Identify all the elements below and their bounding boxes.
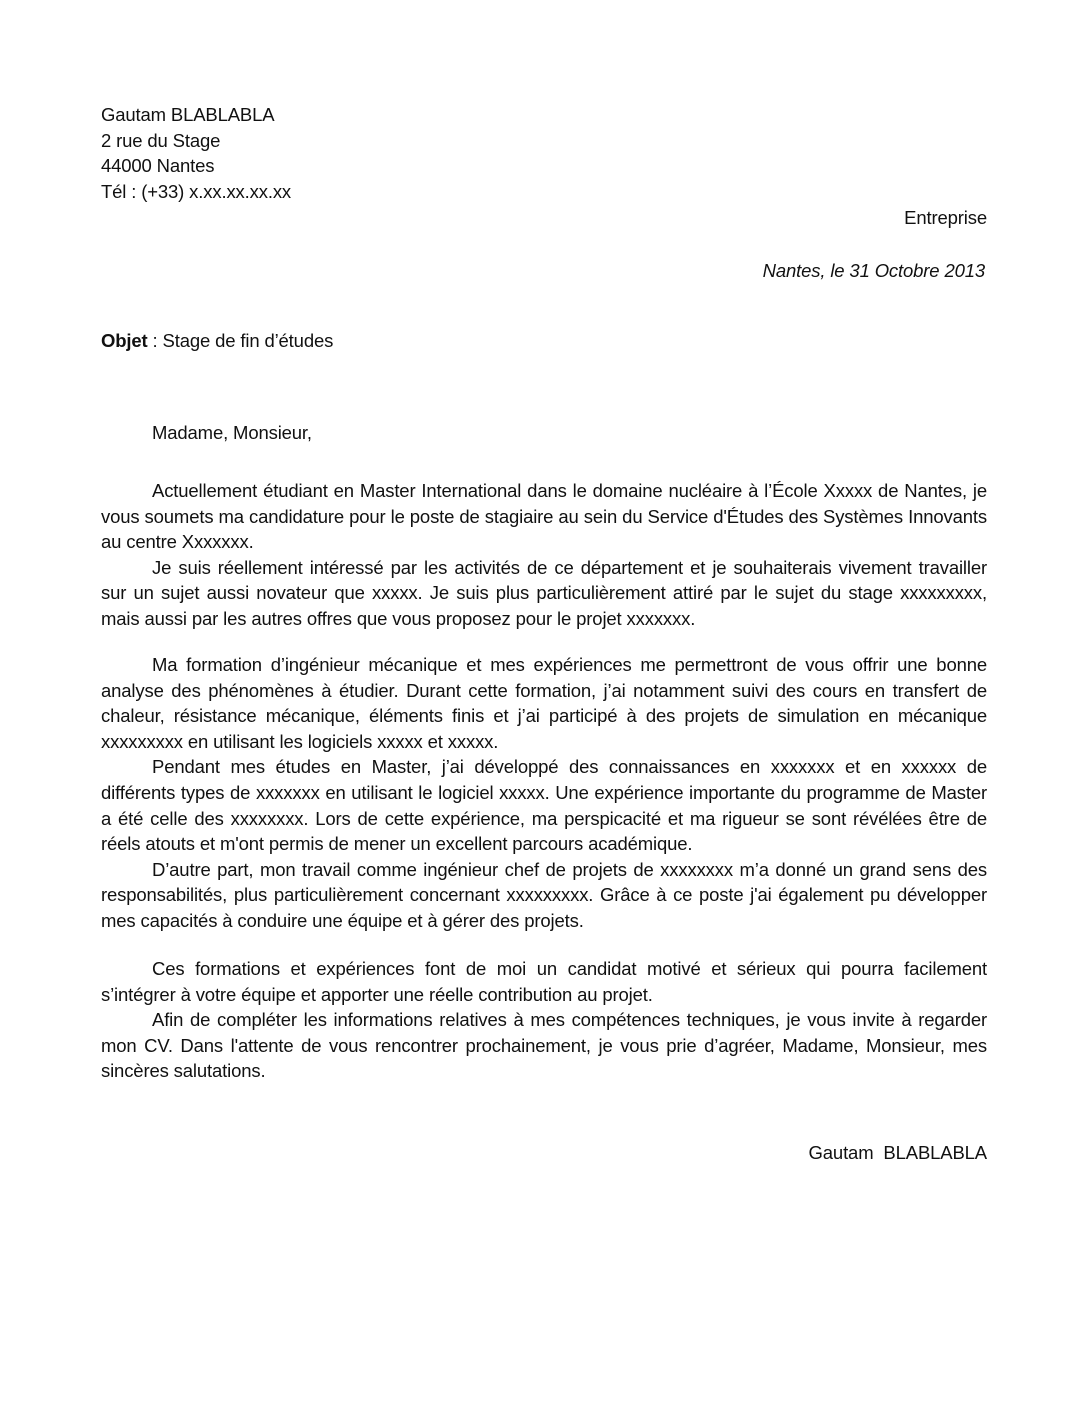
body-paragraph: D’autre part, mon travail comme ingénieur chef de projets de xxxxxxxx m’a donné un grand sens des responsabilités, plus particulièrement concernant xxxxxxxxx. Grâce à ce poste j'ai également pu développer mes capacités à conduire une équipe et à gérer des projets. [101, 858, 987, 931]
subject-separator: : [147, 330, 163, 351]
salutation: Madame, Monsieur, [152, 422, 312, 443]
body-paragraph-group-2 [101, 652, 987, 934]
subject-label: Objet [101, 330, 148, 351]
subject-text: Stage de fin d’études [162, 330, 334, 351]
sender-address-block [101, 102, 501, 204]
body-paragraph-group-3 [101, 956, 987, 1084]
body-paragraph: Actuellement étudiant en Master International dans le domaine nucléaire à l’École Xxxxx de Nantes, je vous soumets ma candidature pour le poste de stagiaire au sein du Service d'Études des Systèmes Innovants au centre Xxxxxxx. [101, 480, 987, 553]
subject-line [101, 328, 333, 354]
body-paragraph: Pendant mes études en Master, j’ai développé des connaissances en xxxxxxx et en xxxxxx de différents types de xxxxxxx en utilisant le logiciel xxxxx. Une expérience importante du programme de Master a été celle des xxxxxxxx. Lors de cette expérience, ma perspicacité et ma rigueur se sont révélées être de réels atouts et m'ont permis de mener un excellent parcours académique. [101, 756, 987, 855]
sender-phone: Tél : (+33) x.xx.xx.xx.xx [101, 180, 292, 202]
body-paragraph: Ma formation d’ingénieur mécanique et mes expériences me permettront de vous offrir une bonne analyse des phénomènes à étudier. Durant cette formation, j’ai notamment suivi des cours en transfert de chaleur, résistance mécanique, éléments finis et j’ai participé à des projets de simulation en mécanique xxxxxxxxx en utilisant les logiciels xxxxx et xxxxx. [101, 654, 987, 752]
date-line: Nantes, le 31 Octobre 2013 [762, 260, 985, 281]
body-paragraph: Ces formations et expériences font de moi un candidat motivé et sérieux qui pourra facilement s’intégrer à votre équipe et apporter une réelle contribution au projet. [101, 958, 987, 1005]
recipient: Entreprise [904, 207, 987, 228]
body-paragraph-group-1 [101, 478, 987, 632]
body-paragraph: Je suis réellement intéressé par les activités de ce département et je souhaiterais vivement travailler sur un sujet aussi novateur que xxxxx. Je suis plus particulièrement attiré par le sujet du stage xxxxxxxxx, mais aussi par les autres offres que vous proposez pour le projet xxxxxxx. [101, 556, 987, 629]
sender-city: 44000 Nantes [101, 155, 215, 177]
sender-street: 2 rue du Stage [101, 129, 221, 151]
sender-name: Gautam BLABLABLA [101, 104, 275, 125]
signature: Gautam BLABLABLA [808, 1142, 987, 1163]
body-paragraph: Afin de compléter les informations relatives à mes compétences techniques, je vous invite à regarder mon CV. Dans l'attente de vous rencontrer prochainement, je vous prie d’agréer, Madame, Monsieur, mes sincères salutations. [101, 1009, 987, 1082]
